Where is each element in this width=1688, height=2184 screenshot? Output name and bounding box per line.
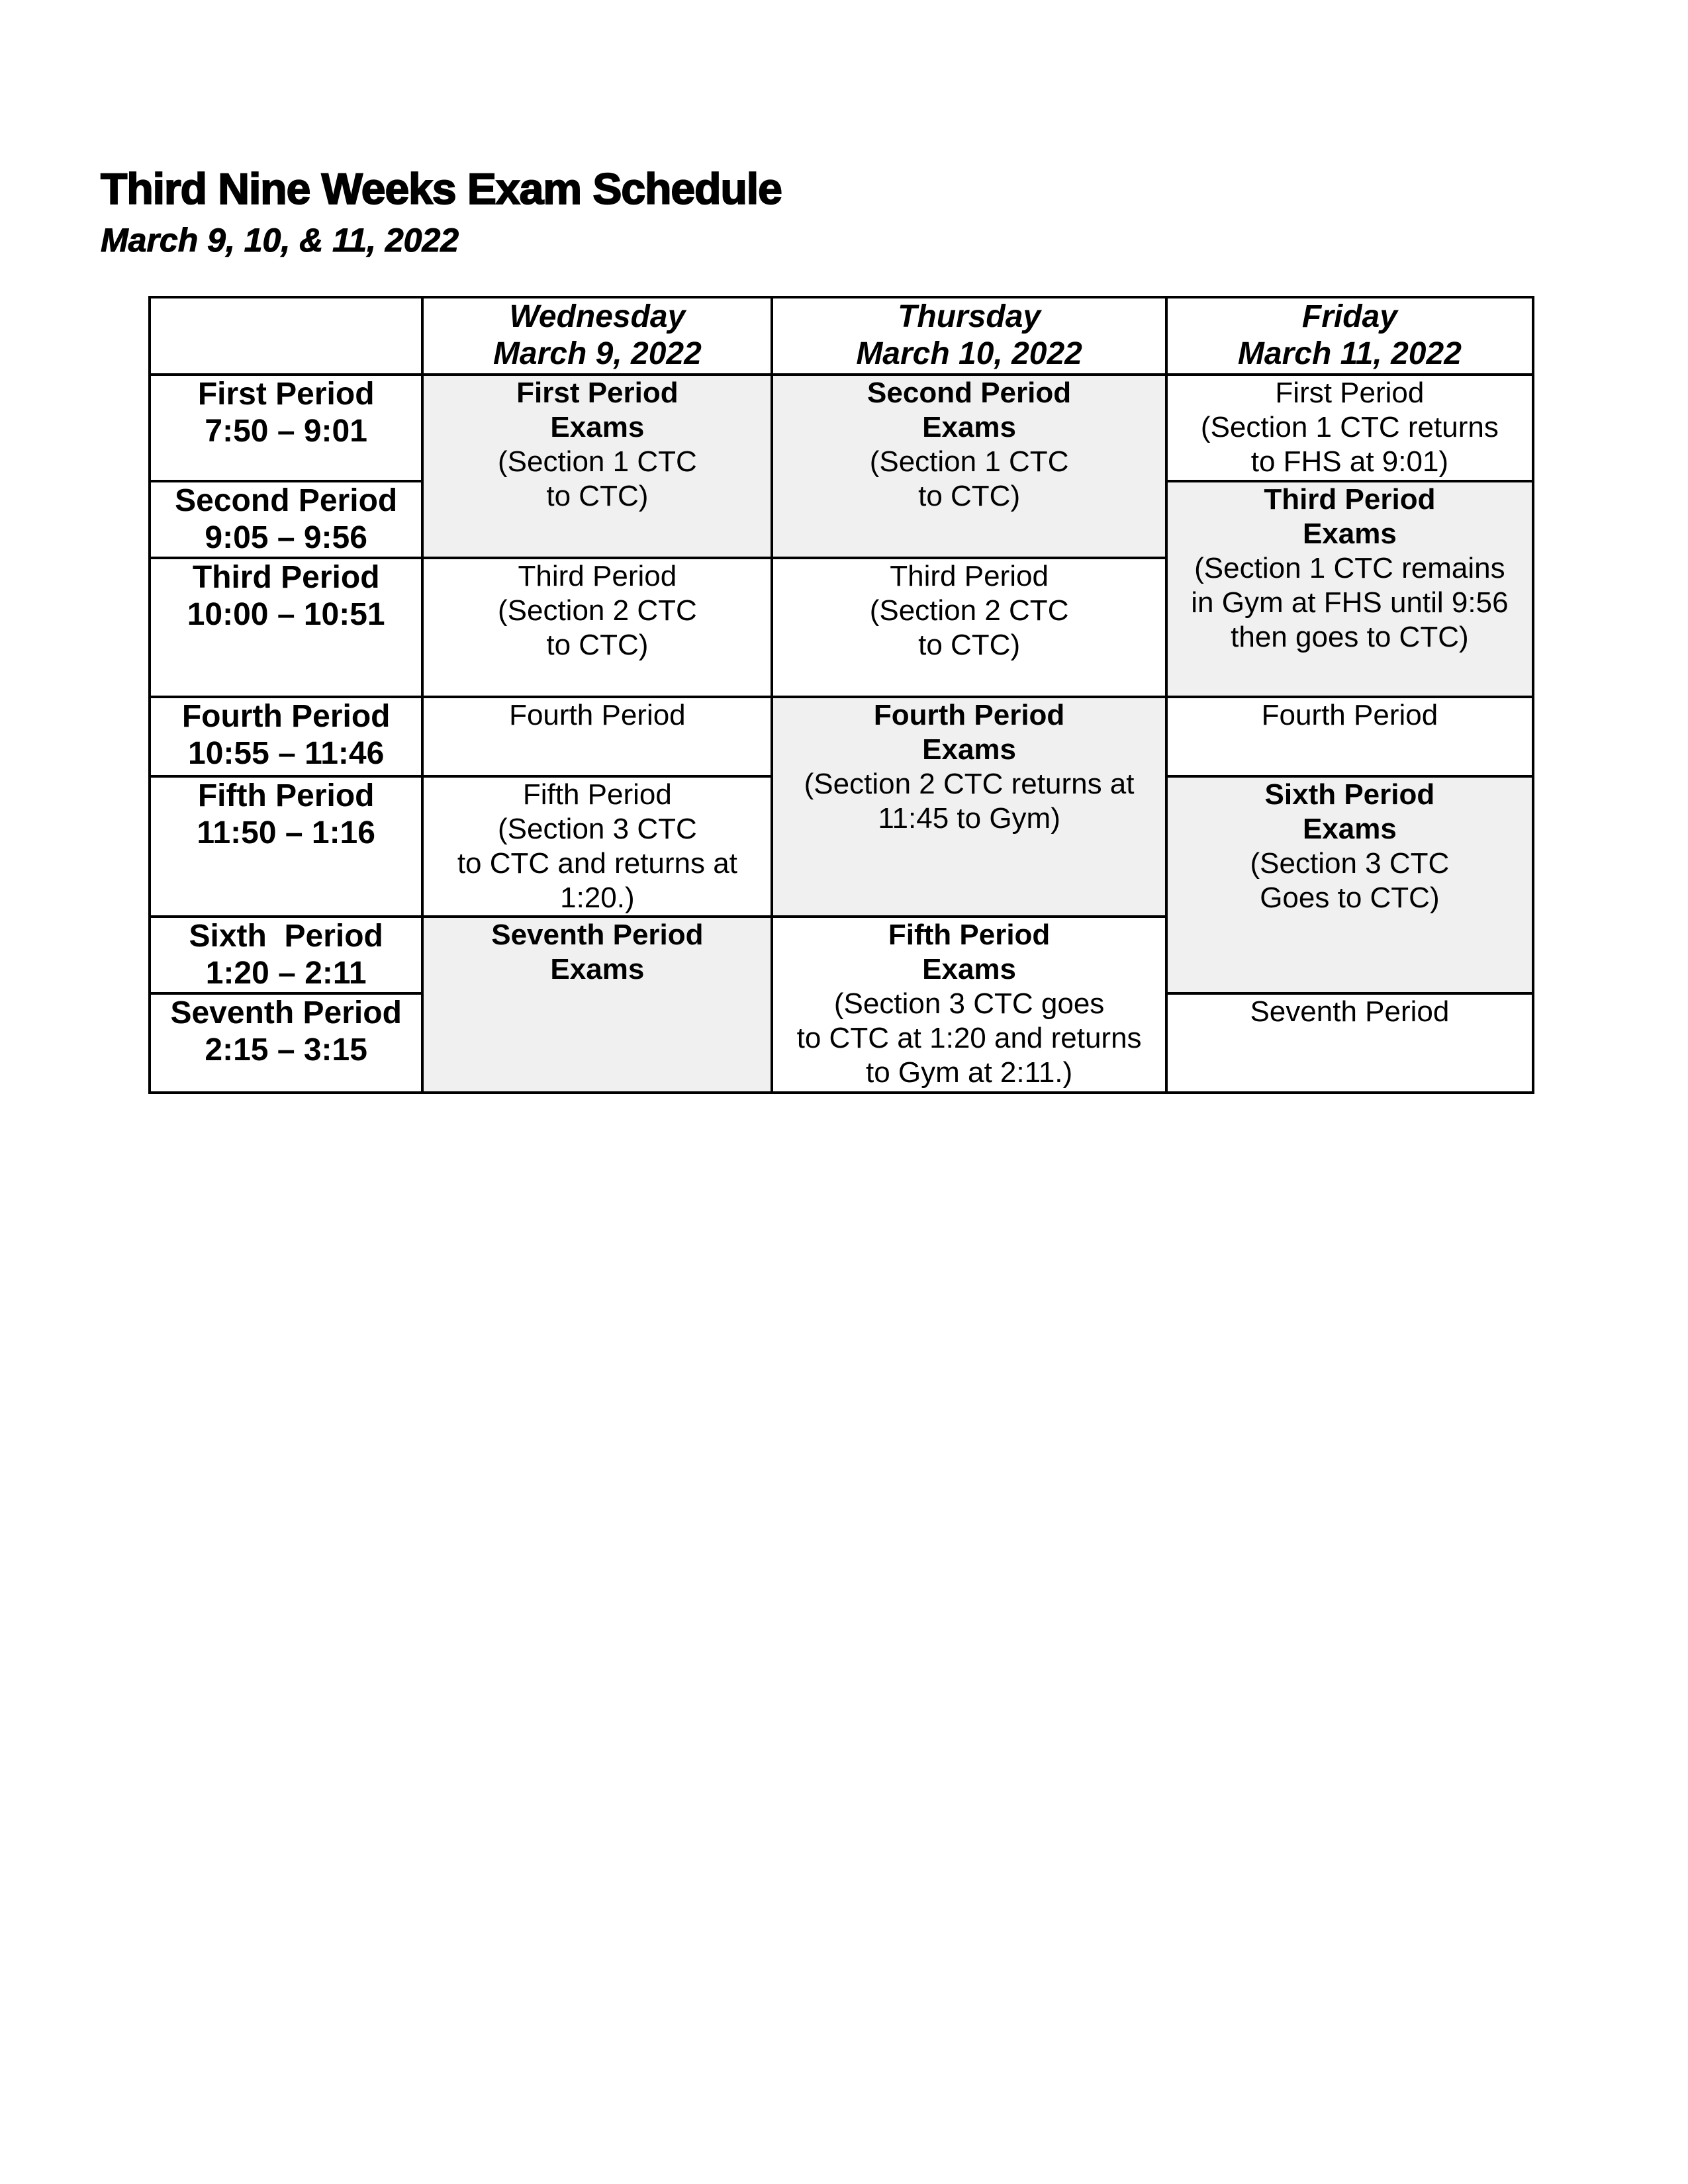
cell-line: Fifth Period xyxy=(522,778,672,811)
cell-line: Goes to CTC) xyxy=(1260,882,1440,914)
header-thursday xyxy=(772,297,1166,375)
period-label-first xyxy=(150,375,422,481)
cell-line: Exams xyxy=(550,953,645,985)
cell-line: (Section 3 CTC xyxy=(1250,847,1450,880)
period-time: 7:50 – 9:01 xyxy=(205,414,367,449)
day-label: Wednesday xyxy=(509,299,686,334)
header-row xyxy=(150,297,1533,375)
period-time: 10:00 – 10:51 xyxy=(187,597,385,632)
cell-wed-fourth-period xyxy=(422,697,772,776)
cell-line: then goes to CTC) xyxy=(1231,621,1469,653)
period-time: 9:05 – 9:56 xyxy=(205,520,367,555)
cell-line: (Section 2 CTC xyxy=(869,594,1069,627)
cell-line: to CTC) xyxy=(918,480,1021,512)
period-time: 10:55 – 11:46 xyxy=(188,736,385,771)
cell-thu-second-period-exams xyxy=(772,375,1166,558)
day-label: Thursday xyxy=(898,299,1041,334)
cell-thu-fourth-period-exams xyxy=(772,697,1166,917)
period-label-fifth xyxy=(150,776,422,917)
cell-fri-fourth-period xyxy=(1166,697,1533,776)
exam-schedule-table xyxy=(148,296,1534,1094)
cell-fri-third-period-exams xyxy=(1166,481,1533,697)
period-label-seventh xyxy=(150,993,422,1093)
cell-line: in Gym at FHS until 9:56 xyxy=(1191,586,1509,619)
cell-line: to CTC) xyxy=(546,629,649,661)
cell-line: 11:45 to Gym) xyxy=(878,802,1060,835)
period-label-second xyxy=(150,481,422,558)
cell-line: Third Period xyxy=(518,560,677,592)
period-name: Seventh Period xyxy=(170,995,402,1030)
cell-line: (Section 3 CTC goes xyxy=(833,987,1105,1020)
period-name: Second Period xyxy=(175,483,398,518)
cell-line: (Section 3 CTC xyxy=(497,813,697,845)
date-label: March 10, 2022 xyxy=(856,336,1082,371)
cell-line: Exams xyxy=(922,411,1017,443)
cell-line: Fourth Period xyxy=(873,699,1065,731)
table-row xyxy=(150,697,1533,776)
period-label-sixth xyxy=(150,917,422,993)
cell-thu-third-period xyxy=(772,558,1166,697)
period-time: 11:50 – 1:16 xyxy=(197,815,375,850)
cell-wed-third-period xyxy=(422,558,772,697)
cell-line: Third Period xyxy=(890,560,1049,592)
cell-line: 1:20.) xyxy=(560,882,635,914)
cell-line: (Section 1 CTC returns xyxy=(1200,411,1499,443)
cell-line: to CTC) xyxy=(546,480,649,512)
cell-line: Second Period xyxy=(867,377,1072,409)
date-label: March 11, 2022 xyxy=(1237,336,1462,371)
cell-wed-seventh-period-exams xyxy=(422,917,772,1093)
corner-cell xyxy=(150,297,422,375)
page-title: Third Nine Weeks Exam Schedule xyxy=(101,164,782,213)
page-subtitle: March 9, 10, & 11, 2022 xyxy=(101,222,459,259)
date-label: March 9, 2022 xyxy=(492,336,702,371)
cell-line: Third Period xyxy=(1264,483,1436,516)
period-name: Sixth Period xyxy=(189,919,383,954)
period-time: 2:15 – 3:15 xyxy=(205,1032,367,1068)
period-time: 1:20 – 2:11 xyxy=(205,956,367,991)
cell-line: Fifth Period xyxy=(888,919,1051,951)
day-label: Friday xyxy=(1301,299,1397,334)
cell-line: Exams xyxy=(922,953,1017,985)
period-name: Fourth Period xyxy=(181,699,391,734)
cell-wed-first-period-exams xyxy=(422,375,772,558)
cell-line: Exams xyxy=(922,733,1017,766)
cell-line: Fourth Period xyxy=(509,699,686,731)
cell-line: Seventh Period xyxy=(491,919,704,951)
cell-line: Exams xyxy=(1302,813,1397,845)
table-row xyxy=(150,375,1533,481)
cell-fri-seventh-period xyxy=(1166,993,1533,1093)
cell-line: First Period xyxy=(1275,377,1425,409)
cell-line: to Gym at 2:11.) xyxy=(865,1056,1073,1089)
cell-wed-fifth-period xyxy=(422,776,772,917)
cell-line: (Section 2 CTC xyxy=(497,594,697,627)
cell-line: Sixth Period xyxy=(1264,778,1435,811)
cell-line: Seventh Period xyxy=(1250,995,1450,1028)
header-friday xyxy=(1166,297,1533,375)
period-name: Fifth Period xyxy=(197,778,375,813)
cell-line: (Section 2 CTC returns at xyxy=(804,768,1135,800)
cell-fri-sixth-period-exams xyxy=(1166,776,1533,993)
cell-fri-first-period xyxy=(1166,375,1533,481)
period-name: First Period xyxy=(197,377,375,412)
cell-line: (Section 1 CTC remains xyxy=(1194,552,1505,584)
cell-line: Exams xyxy=(550,411,645,443)
cell-thu-fifth-period-exams xyxy=(772,917,1166,1093)
cell-line: Exams xyxy=(1302,518,1397,550)
cell-line: to CTC and returns at xyxy=(457,847,737,880)
cell-line: to CTC at 1:20 and returns xyxy=(796,1022,1142,1054)
cell-line: (Section 1 CTC xyxy=(497,445,697,478)
period-label-fourth xyxy=(150,697,422,776)
cell-line: Fourth Period xyxy=(1261,699,1438,731)
period-name: Third Period xyxy=(192,560,380,595)
header-wednesday xyxy=(422,297,772,375)
cell-line: to FHS at 9:01) xyxy=(1250,445,1449,478)
cell-line: to CTC) xyxy=(918,629,1021,661)
cell-line: (Section 1 CTC xyxy=(869,445,1069,478)
cell-line: First Period xyxy=(516,377,679,409)
period-label-third xyxy=(150,558,422,697)
